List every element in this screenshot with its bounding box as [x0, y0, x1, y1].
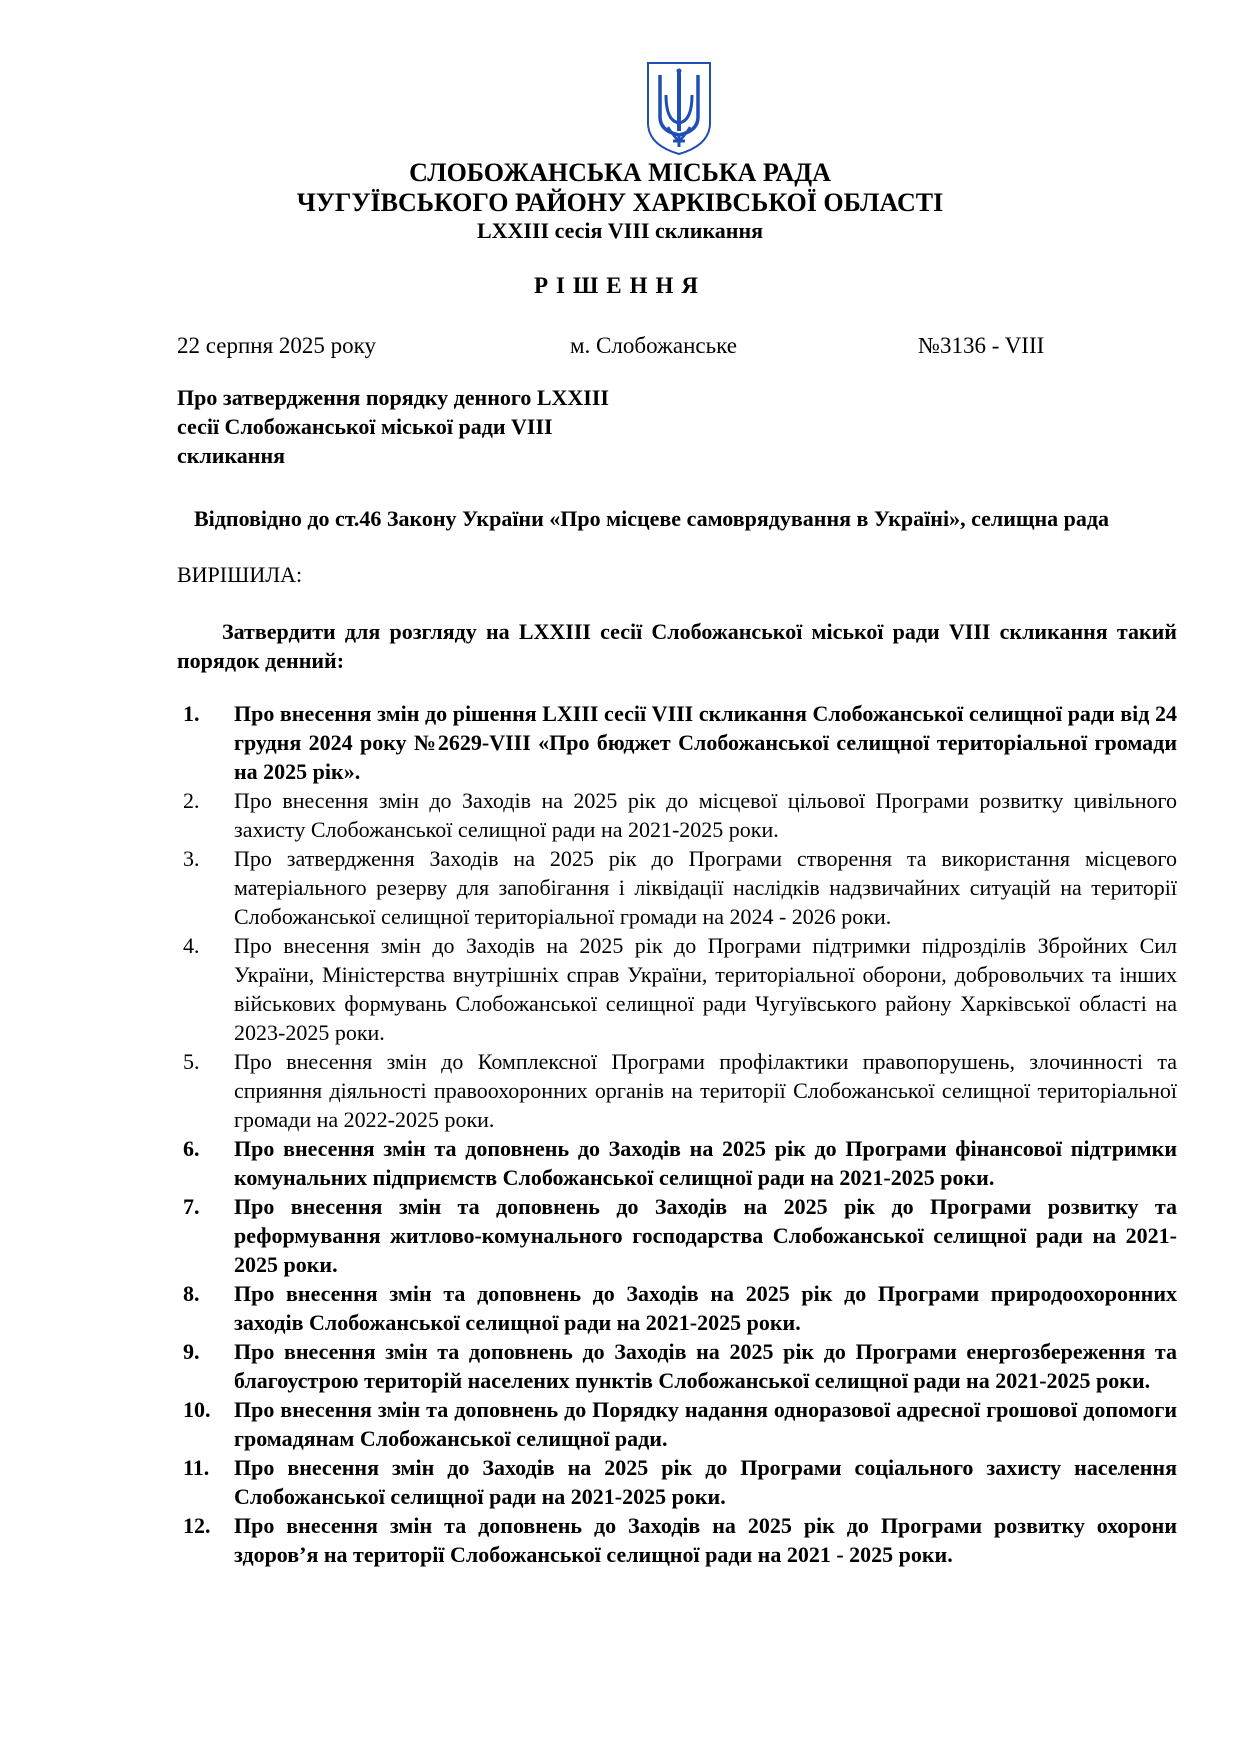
agenda-item — [177, 1192, 1177, 1279]
decided-label: ВИРІШИЛА: — [177, 562, 303, 587]
agenda-item — [177, 1453, 1177, 1511]
agenda-item-number: 12. — [183, 1513, 211, 1538]
agenda-item — [177, 786, 1177, 844]
agenda-item-text: Про внесення змін та доповнень до Заходів на 2025 рік до Програми розвитку охорони здоров’я на території Слобожанської селищної ради на 2021 - 2025 роки. — [234, 1513, 1177, 1567]
agenda-item-number: 6. — [183, 1136, 200, 1161]
agenda-item — [177, 1047, 1177, 1134]
agenda-item — [177, 931, 1177, 1047]
agenda-item-text: Про внесення змін до Заходів на 2025 рік до Програми підтримки підрозділів Збройних Сил України, Міністерства внутрішніх справ України, територіальної оборони, добровольчих та інших військових формувань Слобожанської селищної ради Чугуївського району Харківської області на 2023-2025 роки. — [234, 933, 1177, 1045]
agenda-item-number: 3. — [183, 846, 200, 871]
coat-of-arms-emblem-icon — [646, 61, 712, 156]
document-title: РІШЕННЯ — [534, 273, 706, 298]
agenda-item — [177, 1337, 1177, 1395]
agenda-item-text: Про внесення змін та доповнень до Заходів на 2025 рік до Програми фінансової підтримки комунальних підприємств Слобожанської селищної ради на 2021-2025 роки. — [234, 1136, 1177, 1190]
agenda-item — [177, 1134, 1177, 1192]
approval-statement: Затвердити для розгляду на LXXIII сесії Слобожанської міської ради VIII скликання такий порядок денний: — [177, 619, 1177, 673]
agenda-item — [177, 699, 1177, 786]
agenda-item — [177, 1511, 1177, 1569]
agenda-item-text: Про внесення змін та доповнень до Порядку надання одноразової адресної грошової допомоги громадянам Слобожанської селищної ради. — [234, 1397, 1177, 1451]
agenda-item-number: 2. — [183, 788, 200, 813]
agenda-item — [177, 1279, 1177, 1337]
agenda-item-text: Про внесення змін до Комплексної Програми профілактики правопорушень, злочинності та сприяння діяльності правоохоронних органів на території Слобожанської селищної територіальної громади на 2022-2025 роки. — [234, 1049, 1177, 1132]
agenda-item-text: Про внесення змін та доповнень до Заходів на 2025 рік до Програми енергозбереження та благоустрою територій населених пунктів Слобожанської селищної ради на 2021-2025 роки. — [234, 1339, 1177, 1393]
decision-subject: Про затвердження порядку денного LXXIII сесії Слобожанської міської ради VIII скликання — [177, 385, 609, 468]
agenda-item — [177, 844, 1177, 931]
decision-date: 22 серпня 2025 року — [177, 333, 376, 358]
legal-basis: Відповідно до ст.46 Закону України «Про місцеве самоврядування в Україні», селищна рада — [194, 506, 1109, 531]
agenda-item-text: Про внесення змін до рішення LXIII сесії VIII скликання Слобожанської селищної ради від 24 грудня 2024 року №2629-VIII «Про бюджет Слобожанської селищної територіальної громади на 2025 рік». — [234, 701, 1177, 784]
agenda-item-text: Про внесення змін та доповнень до Заходів на 2025 рік до Програми розвитку та реформування житлово-комунального господарства Слобожанської селищної ради на 2021-2025 роки. — [234, 1194, 1177, 1277]
agenda-item-number: 5. — [183, 1049, 200, 1074]
council-name: СЛОБОЖАНСЬКА МІСЬКА РАДА — [409, 158, 831, 187]
agenda-item-text: Про внесення змін та доповнень до Заходів на 2025 рік до Програми природоохоронних заходів Слобожанської селищної ради на 2021-2025 роки. — [234, 1281, 1177, 1335]
agenda-item-number: 1. — [183, 701, 200, 726]
agenda-list — [177, 699, 1177, 1569]
agenda-item-text: Про внесення змін до Заходів на 2025 рік до місцевої цільової Програми розвитку цивільного захисту Слобожанської селищної ради на 2021-2025 роки. — [234, 788, 1177, 842]
agenda-item-number: 11. — [183, 1455, 210, 1480]
session-info: LXXIII сесія VIII скликання — [476, 218, 764, 243]
council-region: ЧУГУЇВСЬКОГО РАЙОНУ ХАРКІВСЬКОЇ ОБЛАСТІ — [296, 188, 944, 217]
decision-place: м. Слобожанське — [570, 333, 737, 358]
agenda-item — [177, 1395, 1177, 1453]
council-header — [0, 158, 1240, 244]
agenda-item-text: Про внесення змін до Заходів на 2025 рік до Програми соціального захисту населення Слобожанської селищної ради на 2021-2025 роки. — [234, 1455, 1177, 1509]
agenda-item-number: 8. — [183, 1281, 200, 1306]
agenda-item-number: 9. — [183, 1339, 200, 1364]
agenda-item-number: 10. — [183, 1397, 211, 1422]
decision-number: №3136 - VIII — [918, 333, 1045, 358]
agenda-item-number: 4. — [183, 933, 200, 958]
agenda-item-number: 7. — [183, 1194, 200, 1219]
agenda-item-text: Про затвердження Заходів на 2025 рік до Програми створення та використання місцевого матеріального резерву для запобігання і ліквідації наслідків надзвичайних ситуацій на території Слобожанської селищної територіальної громади на 2024 - 2026 роки. — [234, 846, 1177, 929]
